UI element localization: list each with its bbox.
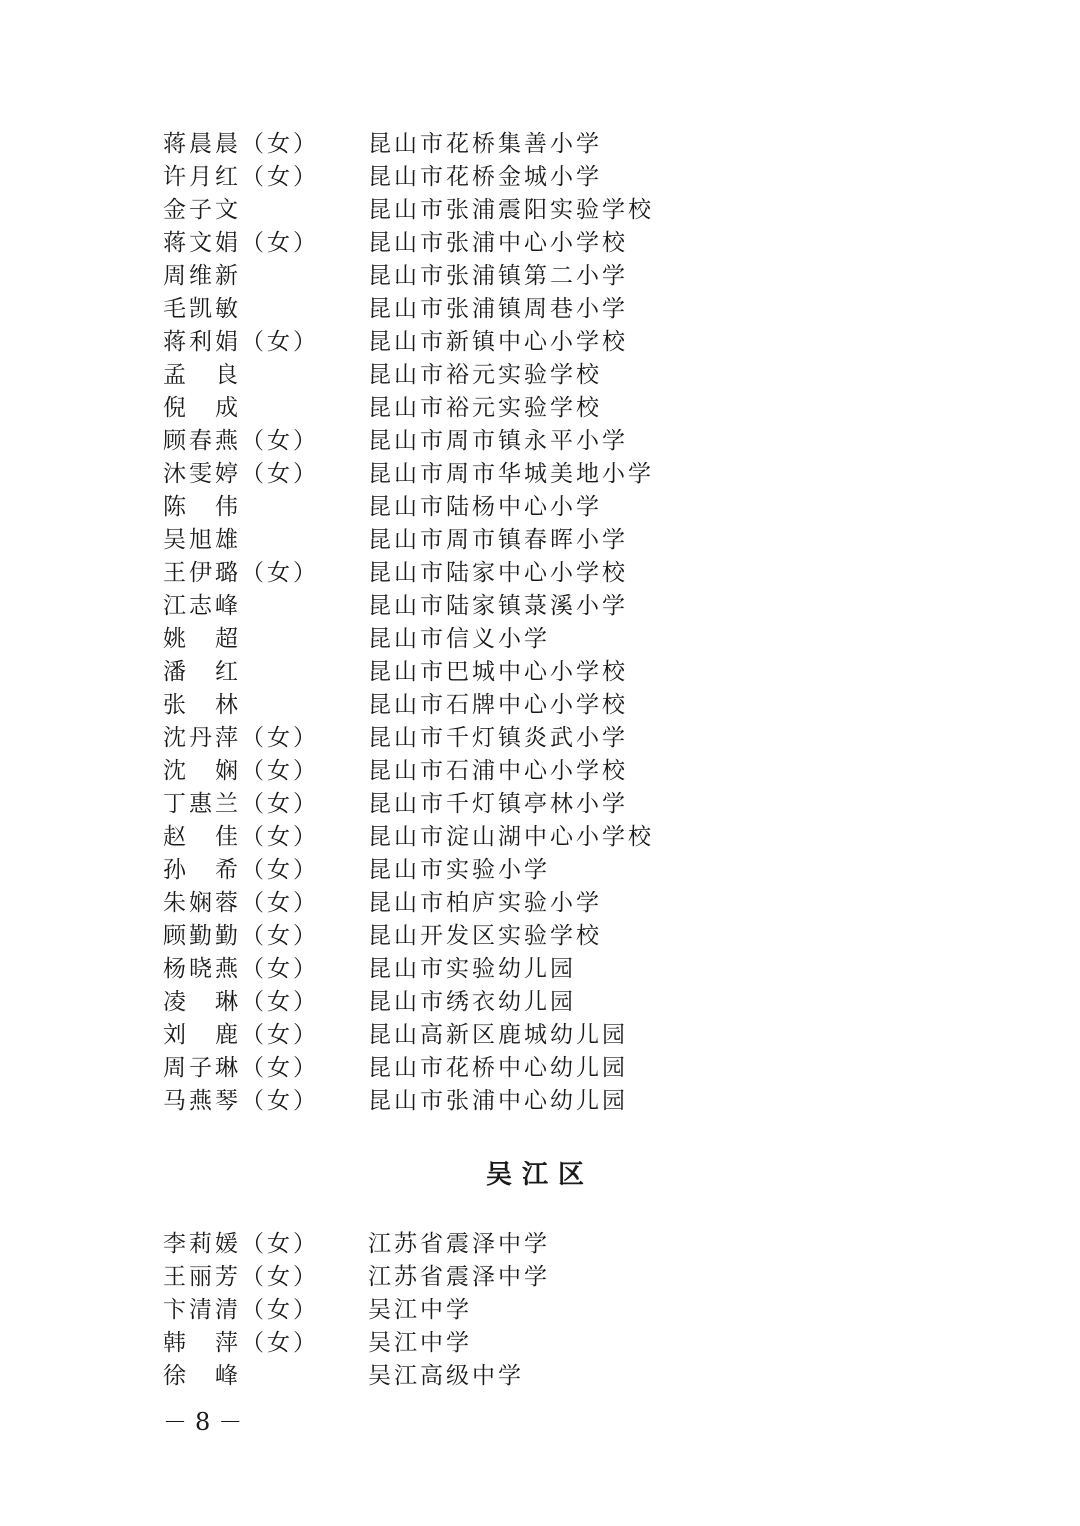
list-item (163, 260, 723, 293)
school-name: 昆山市实验幼儿园 (368, 956, 576, 982)
list-item (163, 1294, 723, 1327)
person-name: 孟 良 (163, 362, 241, 388)
list-item (163, 227, 723, 260)
list-item (163, 1019, 723, 1052)
school-name: 昆山市张浦镇第二小学 (368, 263, 628, 289)
person-name: 蒋晨晨（女） (163, 131, 319, 157)
person-name: 赵 佳（女） (163, 824, 319, 850)
school-name: 昆山市淀山湖中心小学校 (368, 824, 654, 850)
school-name: 江苏省震泽中学 (368, 1264, 550, 1290)
list-item (163, 986, 723, 1019)
person-name: 丁惠兰（女） (163, 791, 319, 817)
person-name: 陈 伟 (163, 494, 241, 520)
school-name: 昆山市花桥集善小学 (368, 131, 602, 157)
list-item (163, 458, 723, 491)
school-name: 昆山市张浦中心小学校 (368, 230, 628, 256)
list-item (163, 392, 723, 425)
list-item (163, 1327, 723, 1360)
school-name: 昆山市花桥中心幼儿园 (368, 1055, 628, 1081)
person-name: 顾春燕（女） (163, 428, 319, 454)
school-name: 昆山市柏庐实验小学 (368, 890, 602, 916)
school-name: 昆山市周市镇永平小学 (368, 428, 628, 454)
school-name: 昆山市绣衣幼儿园 (368, 989, 576, 1015)
person-name: 沈 娴（女） (163, 758, 319, 784)
list-item (163, 1261, 723, 1294)
person-name: 马燕琴（女） (163, 1088, 319, 1114)
person-name: 沈丹萍（女） (163, 725, 319, 751)
list-item (163, 722, 723, 755)
person-name: 朱娴蓉（女） (163, 890, 319, 916)
school-name: 吴江高级中学 (368, 1363, 524, 1389)
list-item (163, 821, 723, 854)
school-name: 昆山市千灯镇亭林小学 (368, 791, 628, 817)
school-name: 昆山市千灯镇炎武小学 (368, 725, 628, 751)
school-name: 昆山市陆杨中心小学 (368, 494, 602, 520)
person-name: 许月红（女） (163, 164, 319, 190)
name-list-wujiang (163, 1228, 723, 1393)
list-item (163, 656, 723, 689)
person-name: 江志峰 (163, 593, 241, 619)
list-item (163, 1228, 723, 1261)
list-item (163, 788, 723, 821)
person-name: 刘 鹿（女） (163, 1022, 319, 1048)
person-name: 徐 峰 (163, 1363, 241, 1389)
person-name: 王伊璐（女） (163, 560, 319, 586)
school-name: 昆山市花桥金城小学 (368, 164, 602, 190)
person-name: 杨晓燕（女） (163, 956, 319, 982)
list-item (163, 887, 723, 920)
school-name: 昆山开发区实验学校 (368, 923, 602, 949)
list-item (163, 359, 723, 392)
school-name: 昆山市巴城中心小学校 (368, 659, 628, 685)
school-name: 吴江中学 (368, 1297, 472, 1323)
person-name: 倪 成 (163, 395, 241, 421)
school-name: 昆山市周市华城美地小学 (368, 461, 654, 487)
person-name: 李莉媛（女） (163, 1231, 319, 1257)
list-item (163, 623, 723, 656)
list-item (163, 854, 723, 887)
list-item (163, 425, 723, 458)
school-name: 昆山市新镇中心小学校 (368, 329, 628, 355)
person-name: 周子琳（女） (163, 1055, 319, 1081)
school-name: 昆山市石牌中心小学校 (368, 692, 628, 718)
school-name: 昆山市张浦中心幼儿园 (368, 1088, 628, 1114)
person-name: 周维新 (163, 263, 241, 289)
person-name: 王丽芳（女） (163, 1264, 319, 1290)
person-name: 吴旭雄 (163, 527, 241, 553)
list-item (163, 161, 723, 194)
person-name: 毛凯敏 (163, 296, 241, 322)
list-item (163, 293, 723, 326)
person-name: 潘 红 (163, 659, 241, 685)
list-item (163, 557, 723, 590)
person-name: 蒋文娟（女） (163, 230, 319, 256)
school-name: 昆山市实验小学 (368, 857, 550, 883)
person-name: 凌 琳（女） (163, 989, 319, 1015)
school-name: 昆山市张浦镇周巷小学 (368, 296, 628, 322)
list-item (163, 920, 723, 953)
list-item (163, 194, 723, 227)
list-item (163, 326, 723, 359)
school-name: 江苏省震泽中学 (368, 1231, 550, 1257)
person-name: 张 林 (163, 692, 241, 718)
list-item (163, 689, 723, 722)
list-item (163, 590, 723, 623)
page-number: －8－ (163, 1408, 251, 1436)
school-name: 昆山市裕元实验学校 (368, 362, 602, 388)
name-list-kunshan (163, 128, 723, 1118)
school-name: 昆山高新区鹿城幼儿园 (368, 1022, 628, 1048)
list-item (163, 524, 723, 557)
list-item (163, 755, 723, 788)
list-item (163, 953, 723, 986)
school-name: 昆山市张浦震阳实验学校 (368, 197, 654, 223)
school-name: 昆山市裕元实验学校 (368, 395, 602, 421)
school-name: 昆山市陆家中心小学校 (368, 560, 628, 586)
school-name: 昆山市周市镇春晖小学 (368, 527, 628, 553)
school-name: 昆山市石浦中心小学校 (368, 758, 628, 784)
person-name: 金子文 (163, 197, 241, 223)
person-name: 孙 希（女） (163, 857, 319, 883)
person-name: 顾勤勤（女） (163, 923, 319, 949)
list-item (163, 1360, 723, 1393)
school-name: 昆山市信义小学 (368, 626, 550, 652)
list-item (163, 1085, 723, 1118)
list-item (163, 1052, 723, 1085)
person-name: 韩 萍（女） (163, 1330, 319, 1356)
person-name: 卞清清（女） (163, 1297, 319, 1323)
school-name: 昆山市陆家镇菉溪小学 (368, 593, 628, 619)
section-title: 吴江区 (485, 1160, 594, 1190)
person-name: 蒋利娟（女） (163, 329, 319, 355)
person-name: 沐雯婷（女） (163, 461, 319, 487)
school-name: 吴江中学 (368, 1330, 472, 1356)
list-item (163, 128, 723, 161)
list-item (163, 491, 723, 524)
person-name: 姚 超 (163, 626, 241, 652)
